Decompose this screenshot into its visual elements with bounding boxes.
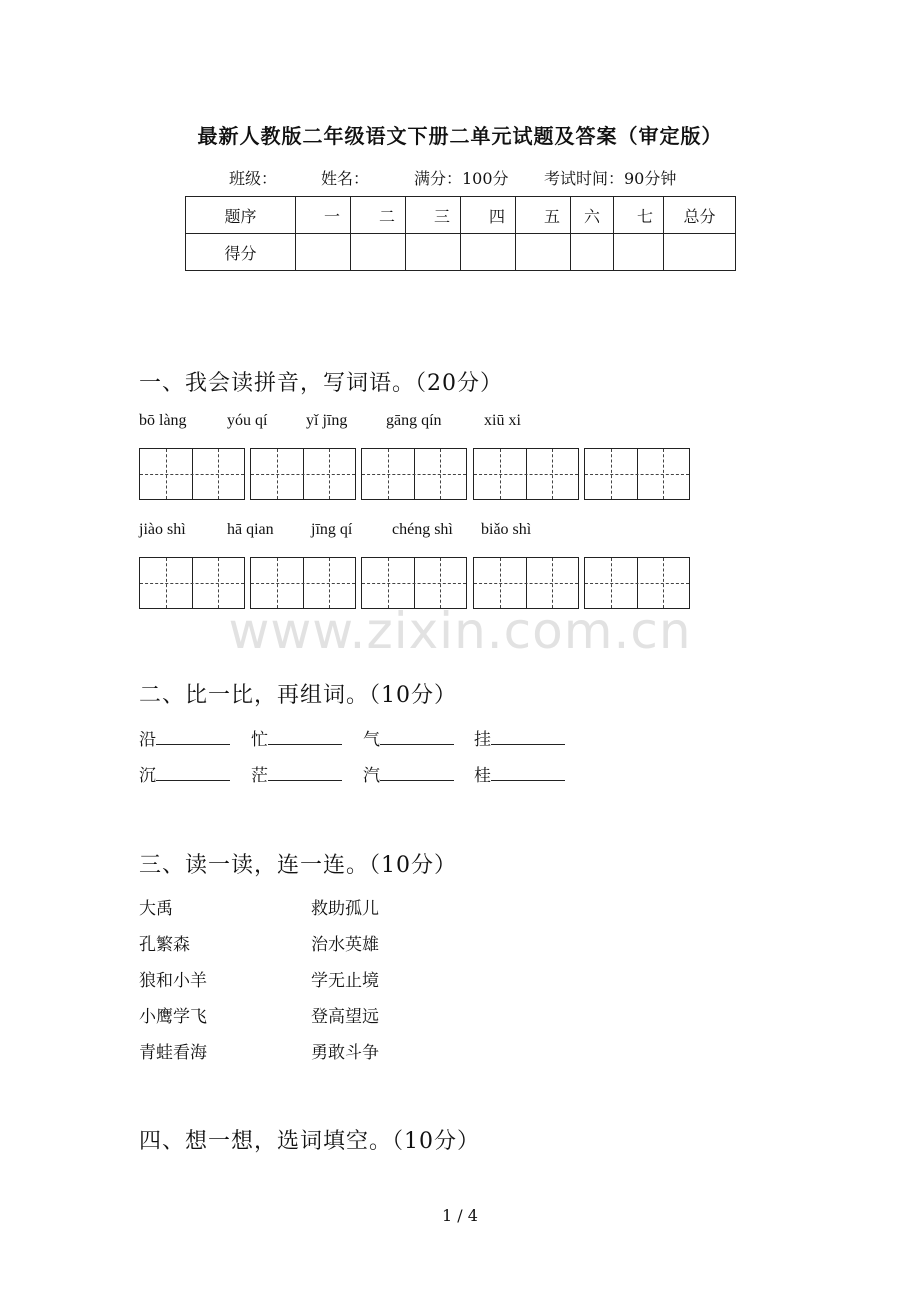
section4-title: 四、想一想，选词填空。（10分） — [139, 1129, 480, 1154]
match-right-item[interactable]: 勇敢斗争 — [311, 1043, 379, 1063]
compare-item — [251, 725, 342, 750]
match-left-item[interactable]: 大禹 — [139, 899, 173, 919]
compare-char: 茫 — [251, 766, 268, 786]
pinyin-label: jīng qí — [311, 521, 353, 538]
class-label: 班级： — [229, 169, 278, 188]
score-input-cell[interactable] — [614, 234, 664, 271]
pinyin-label: gāng qín — [386, 412, 442, 429]
score-table — [185, 196, 736, 271]
compare-item — [251, 761, 342, 786]
match-right-item[interactable]: 登高望远 — [311, 1007, 379, 1027]
score-input-cell[interactable] — [406, 234, 461, 271]
compare-item — [363, 725, 454, 750]
match-right-item[interactable]: 治水英雄 — [311, 935, 379, 955]
compare-item — [474, 725, 565, 750]
match-left-item[interactable]: 青蛙看海 — [139, 1043, 207, 1063]
score-table-cell: 二 — [351, 197, 406, 234]
compare-char: 挂 — [474, 730, 491, 750]
writing-grid-box[interactable] — [361, 448, 467, 500]
score-table-cell: 七 — [614, 197, 664, 234]
compare-char: 沉 — [139, 766, 156, 786]
section2-title: 二、比一比，再组词。（10分） — [139, 683, 457, 708]
match-left-item[interactable]: 狼和小羊 — [139, 971, 207, 991]
score-table-cell: 四 — [461, 197, 516, 234]
answer-blank[interactable] — [268, 728, 342, 745]
pinyin-label: yǐ jīng — [306, 412, 348, 429]
score-row-label: 得分 — [186, 234, 296, 271]
compare-item — [139, 725, 230, 750]
writing-grid-box[interactable] — [250, 448, 356, 500]
match-left-item[interactable]: 小鹰学飞 — [139, 1007, 207, 1027]
full-score-label: 满分：100分 — [414, 169, 509, 188]
exam-time-label: 考试时间：90分钟 — [544, 169, 677, 188]
section1-title: 一、我会读拼音，写词语。（20分） — [139, 371, 503, 396]
writing-grid-box[interactable] — [139, 448, 245, 500]
compare-item — [474, 761, 565, 786]
answer-blank[interactable] — [491, 728, 565, 745]
score-input-cell[interactable] — [664, 234, 736, 271]
compare-char: 汽 — [363, 766, 380, 786]
pinyin-label: xiū xi — [484, 412, 521, 429]
answer-blank[interactable] — [156, 764, 230, 781]
answer-blank[interactable] — [380, 728, 454, 745]
compare-char: 忙 — [251, 730, 268, 750]
compare-char: 桂 — [474, 766, 491, 786]
compare-char: 气 — [363, 730, 380, 750]
compare-item — [139, 761, 230, 786]
pinyin-label: biǎo shì — [481, 521, 532, 538]
score-input-cell[interactable] — [516, 234, 571, 271]
page-number: 1 / 4 — [442, 1206, 478, 1225]
match-left-item[interactable]: 孔繁森 — [139, 935, 190, 955]
name-label: 姓名： — [321, 169, 370, 188]
pinyin-label: jiào shì — [139, 521, 186, 538]
score-table-cell: 总分 — [664, 197, 736, 234]
score-input-cell[interactable] — [351, 234, 406, 271]
score-table-header-row — [186, 197, 736, 234]
pinyin-label: yóu qí — [227, 412, 268, 429]
answer-blank[interactable] — [380, 764, 454, 781]
match-right-item[interactable]: 学无止境 — [311, 971, 379, 991]
pinyin-label: hā qian — [227, 521, 274, 538]
writing-grid-box[interactable] — [584, 448, 690, 500]
document-title: 最新人教版二年级语文下册二单元试题及答案（审定版） — [197, 124, 723, 148]
pinyin-label: bō làng — [139, 412, 187, 429]
score-table-cell: 一 — [296, 197, 351, 234]
compare-item — [363, 761, 454, 786]
score-input-cell[interactable] — [461, 234, 516, 271]
score-input-cell[interactable] — [571, 234, 614, 271]
score-input-cell[interactable] — [296, 234, 351, 271]
score-table-cell: 六 — [571, 197, 614, 234]
section3-title: 三、读一读，连一连。（10分） — [139, 853, 457, 878]
score-table-score-row — [186, 234, 736, 271]
answer-blank[interactable] — [268, 764, 342, 781]
answer-blank[interactable] — [156, 728, 230, 745]
score-table-cell: 五 — [516, 197, 571, 234]
score-table-cell: 三 — [406, 197, 461, 234]
score-table-cell: 题序 — [186, 197, 296, 234]
pinyin-label: chéng shì — [392, 521, 453, 538]
writing-grid-box[interactable] — [473, 448, 579, 500]
compare-char: 沿 — [139, 730, 156, 750]
match-right-item[interactable]: 救助孤儿 — [311, 899, 379, 919]
watermark: www.zixin.com.cn — [228, 602, 692, 660]
answer-blank[interactable] — [491, 764, 565, 781]
